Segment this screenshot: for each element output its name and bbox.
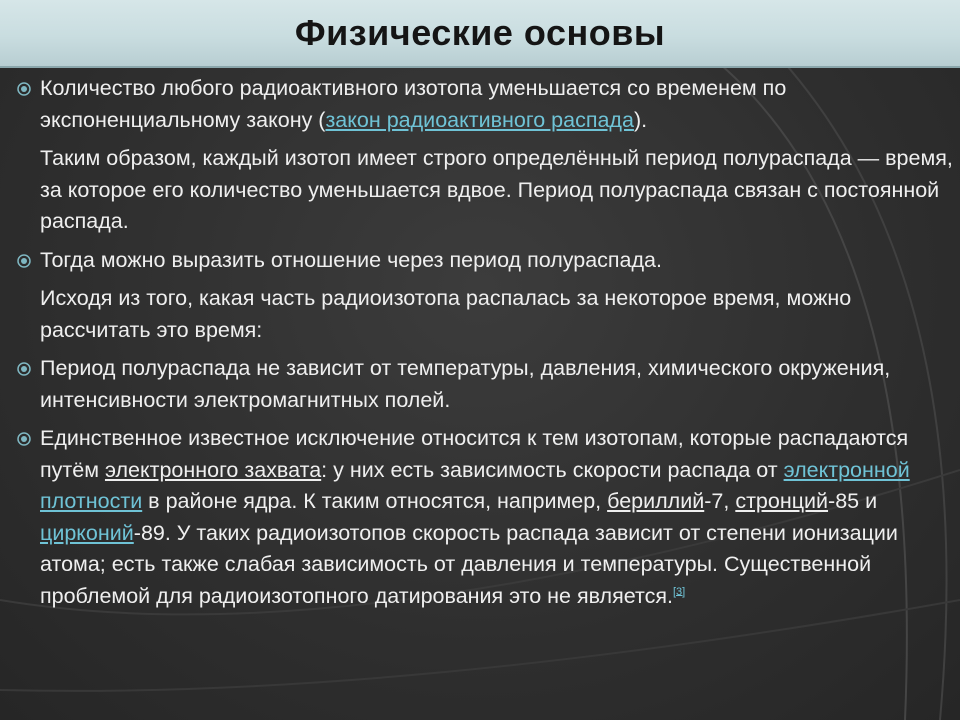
radioactive-decay-law-link[interactable]: закон радиоактивного распада (325, 107, 634, 132)
electron-capture-link[interactable]: электронного захвата (104, 457, 322, 482)
electron-density-link[interactable]: электронной плотности (40, 457, 910, 513)
bullet-4-text-4: -7, (704, 489, 736, 513)
bullet-item-4 (13, 423, 953, 612)
slide-content (13, 73, 953, 619)
indent-1-text: Таким образом, каждый изотоп имеет строго определённый период полураспада — время, за которое его количество уменьшается вдвое. Период полураспада связан с постоянной распада. (40, 146, 953, 233)
bullet-4-text-5: -85 и (828, 489, 878, 513)
indent-paragraph-1 (13, 143, 953, 238)
bullet-icon (17, 82, 31, 96)
bullet-4-text-2: : у них есть зависимость скорости распада от (321, 457, 784, 482)
bullet-icon (17, 254, 31, 268)
bullet-4-text-6: -89. У таких радиоизотопов скорость распада зависит от степени ионизации атома; есть также слабая зависимость от давления и температуры. Существенной проблемой для радиоизотопного датирования это не является. (40, 520, 898, 608)
beryllium-link[interactable]: бериллий (607, 489, 705, 513)
bullet-4-text-1: Единственное известное исключение относится к тем изотопам, которые распадаются путём (40, 426, 909, 482)
bullet-2-text: Тогда можно выразить отношение через период полураспада. (40, 247, 662, 272)
slide-title: Физические основы (294, 12, 666, 53)
indent-paragraph-2 (13, 283, 953, 346)
bullet-item-2 (13, 245, 953, 277)
citation-link[interactable]: [3] (672, 585, 686, 598)
bullet-1-text-2: ). (633, 107, 648, 132)
indent-2-text: Исходя из того, какая часть радиоизотопа распалась за некоторое время, можно рассчитать это время: (40, 286, 852, 342)
bullet-3-text: Период полураспада не зависит от температуры, давления, химического окружения, интенсивности электромагнитных полей. (40, 356, 891, 412)
bullet-4-text-3: в районе ядра. К таким относятся, например, (142, 489, 608, 513)
bullet-icon (17, 362, 31, 376)
bullet-icon (17, 432, 31, 446)
bullet-item-1 (13, 73, 953, 136)
bullet-1-text-1: Количество любого радиоактивного изотопа уменьшается со временем по экспоненциальному закону ( (40, 76, 787, 132)
strontium-link[interactable]: стронций (735, 489, 829, 513)
bullet-item-3 (13, 353, 953, 416)
zirconium-link[interactable]: цирконий (40, 520, 134, 545)
title-bar (0, 0, 960, 68)
